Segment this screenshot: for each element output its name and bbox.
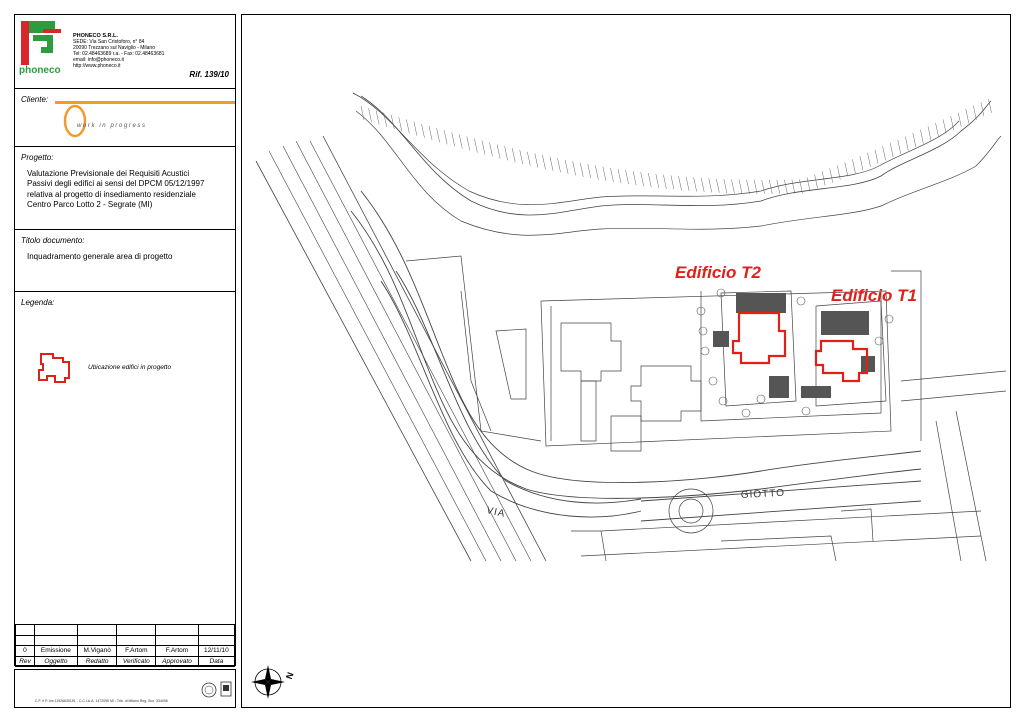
- hatch-line: [633, 171, 636, 185]
- embankment-hatching: [361, 99, 991, 194]
- rev-header: Redatto: [77, 656, 117, 667]
- reference-number: Rif. 139/10: [189, 70, 229, 79]
- hatch-line: [603, 167, 606, 181]
- hatch-line: [860, 156, 863, 170]
- hatch-line: [709, 178, 712, 192]
- hatch-line: [490, 143, 493, 157]
- cliente-section: [15, 89, 235, 147]
- hatch-line: [391, 115, 394, 129]
- rev-cell: M.Viganò: [77, 646, 117, 657]
- hatch-line: [686, 177, 689, 191]
- table-header-row: [16, 656, 235, 667]
- building-t2-label: Edificio T2: [675, 263, 761, 282]
- hatch-line: [928, 126, 931, 140]
- hatch-line: [731, 179, 734, 193]
- hatch-line: [769, 180, 772, 194]
- building-t1-label: Edificio T1: [831, 286, 917, 305]
- hatch-line: [452, 132, 455, 146]
- legend-item-text: Ubicazione edifici in progetto: [88, 364, 172, 371]
- hatch-line: [807, 177, 810, 191]
- hatch-line: [580, 163, 583, 177]
- phoneco-logo: [19, 19, 71, 77]
- company-address-2: 20090 Trezzano sul Naviglio - Milano: [73, 45, 155, 51]
- hatch-line: [671, 176, 674, 190]
- hatch-line: [437, 128, 440, 142]
- rev-cell: Emissione: [34, 646, 77, 657]
- hatch-line: [777, 180, 780, 194]
- rev-header: Oggetto: [34, 656, 77, 667]
- hatch-line: [588, 164, 591, 178]
- hatch-line: [724, 179, 727, 193]
- hatch-line: [512, 148, 515, 162]
- hatch-line: [701, 178, 704, 192]
- hatch-line: [815, 175, 818, 189]
- hatch-line: [875, 150, 878, 164]
- hatch-line: [482, 141, 485, 155]
- hatch-line: [656, 174, 659, 188]
- legend-building-marker-icon: [35, 348, 75, 388]
- hatch-line: [527, 152, 530, 166]
- legenda-label: Legenda:: [21, 298, 55, 307]
- table-row: [16, 635, 235, 646]
- rev-header: Approvato: [156, 656, 198, 667]
- hatch-line: [898, 140, 901, 154]
- hatch-line: [830, 169, 833, 183]
- hatch-line: [550, 157, 553, 171]
- north-letter: N: [283, 670, 296, 681]
- progetto-line: relativa al progetto di insediamento residenziale: [27, 189, 196, 199]
- legenda-section: [15, 292, 235, 622]
- hatch-line: [542, 155, 545, 169]
- hatch-line: [988, 99, 991, 113]
- hatch-line: [973, 106, 976, 120]
- site-plan-drawing: [241, 14, 1011, 708]
- table-row: [16, 646, 235, 657]
- hatch-line: [883, 146, 886, 160]
- street-via-label: VIA: [485, 505, 507, 520]
- hatch-line: [618, 169, 621, 183]
- hatch-line: [905, 136, 908, 150]
- company-email: email: info@phoneco.it: [73, 57, 124, 63]
- certification-stamp-icon: [201, 672, 235, 706]
- hatch-line: [610, 168, 613, 182]
- hatch-line: [936, 123, 939, 137]
- company-address-1: SEDE: Via San Cristoforo, n° 84: [73, 39, 145, 45]
- progetto-line: Centro Parco Lotto 2 - Segrate (MI): [27, 200, 153, 210]
- client-logo-text: work in progress: [77, 123, 147, 129]
- hatch-line: [406, 119, 409, 133]
- street-giotto-label: GIOTTO: [740, 487, 786, 501]
- hatch-line: [361, 106, 364, 120]
- hatch-line: [852, 159, 855, 173]
- existing-building-footprints: [713, 293, 875, 398]
- logo-text: phoneco: [19, 65, 61, 76]
- progetto-line: Valutazione Previsionale dei Requisiti Acustici: [27, 169, 190, 178]
- hatch-line: [505, 146, 508, 160]
- hatch-line: [792, 180, 795, 194]
- hatch-line: [913, 133, 916, 147]
- hatch-line: [558, 158, 561, 172]
- hatch-line: [369, 108, 372, 122]
- rev-header: Rev: [16, 656, 35, 667]
- building-t1-marker: [816, 341, 867, 381]
- company-name: PHONECO S.R.L.: [73, 33, 118, 39]
- hatch-line: [467, 137, 470, 151]
- rev-cell: 12/11/10: [198, 646, 234, 657]
- hatch-line: [762, 180, 765, 194]
- hatch-line: [384, 113, 387, 127]
- hatch-line: [784, 180, 787, 194]
- hatch-line: [845, 162, 848, 176]
- hatch-line: [520, 150, 523, 164]
- hatch-line: [920, 130, 923, 144]
- building-t2-marker: [733, 313, 785, 363]
- hatch-line: [474, 139, 477, 153]
- rev-header: Verificato: [117, 656, 156, 667]
- company-web: http://www.phoneco.it: [73, 63, 121, 69]
- client-logo: [15, 91, 235, 141]
- company-phone: Tel: 02.48463689 r.a. - Fax: 02.48463681: [73, 51, 165, 57]
- hatch-line: [421, 124, 424, 138]
- rev-cell: F.Artom: [156, 646, 198, 657]
- titolo-section: [15, 230, 235, 292]
- hatch-line: [981, 102, 984, 116]
- hatch-line: [429, 126, 432, 140]
- cliente-label: Cliente:: [21, 95, 49, 104]
- hatch-line: [958, 113, 961, 127]
- north-arrow-icon: [251, 665, 296, 699]
- progetto-label: Progetto:: [21, 153, 54, 162]
- progetto-text: [27, 169, 204, 211]
- hatch-line: [573, 161, 576, 175]
- company-info: [73, 33, 164, 69]
- hatch-line: [943, 120, 946, 134]
- hatch-line: [890, 143, 893, 157]
- company-header: [15, 15, 235, 89]
- footer-text: C.F. e P. Iva 11926630151 - C.C.I.A.A. 1472095 MI - Trib. di Milano Reg. Soc. 334096: [35, 699, 168, 703]
- trees: [697, 289, 893, 417]
- hatch-line: [535, 153, 538, 167]
- hatch-line: [414, 122, 417, 136]
- hatch-line: [868, 153, 871, 167]
- hatch-line: [747, 180, 750, 194]
- site-plan-map: [242, 15, 1012, 709]
- hatch-line: [444, 130, 447, 144]
- hatch-line: [648, 173, 651, 187]
- table-row: [16, 625, 235, 636]
- rev-cell: F.Artom: [117, 646, 156, 657]
- hatch-line: [966, 109, 969, 123]
- title-block: [14, 14, 236, 666]
- hatch-line: [459, 135, 462, 149]
- revision-table: [15, 624, 235, 667]
- hatch-line: [663, 175, 666, 189]
- hatch-line: [739, 180, 742, 194]
- titolo-text: Inquadramento generale area di progetto: [27, 252, 173, 261]
- hatch-line: [565, 160, 568, 174]
- rev-header: Data: [198, 656, 234, 667]
- hatch-line: [595, 165, 598, 179]
- hatch-line: [679, 176, 682, 190]
- progetto-section: [15, 147, 235, 230]
- titolo-label: Titolo documento:: [21, 236, 85, 245]
- hatch-line: [497, 144, 500, 158]
- rev-cell: 0: [16, 646, 35, 657]
- hatch-line: [626, 170, 629, 184]
- hatch-line: [376, 111, 379, 125]
- progetto-line: Passivi degli edifici ai sensi del DPCM 05/12/1997: [27, 179, 205, 189]
- hatch-line: [641, 172, 644, 186]
- footer-box: [14, 669, 236, 708]
- hatch-line: [399, 117, 402, 131]
- hatch-line: [694, 177, 697, 191]
- hatch-line: [716, 179, 719, 193]
